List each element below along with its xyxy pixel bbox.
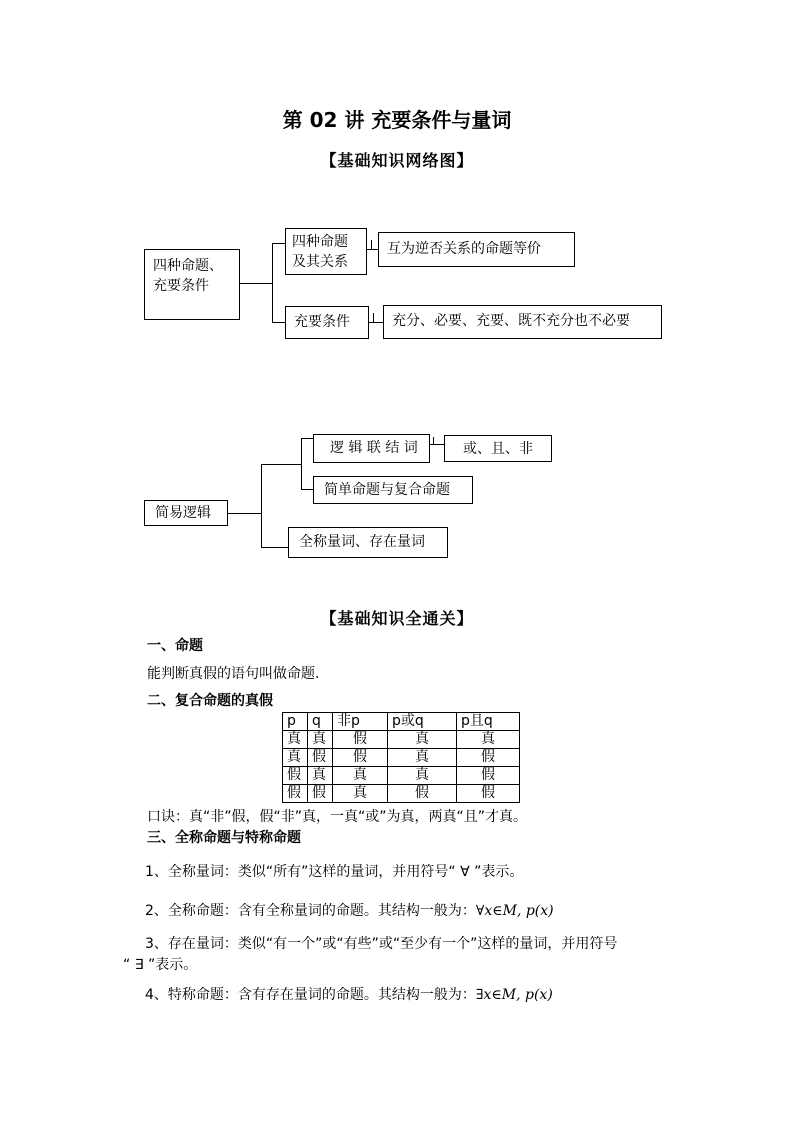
connector xyxy=(272,243,273,323)
table-cell: 真 xyxy=(283,731,308,749)
table-cell: 假 xyxy=(308,785,333,803)
connector xyxy=(272,322,285,323)
connector xyxy=(371,240,372,250)
diagram2-node1-desc: 或、且、非 xyxy=(444,435,552,462)
table-cell: 假 xyxy=(333,749,388,767)
table-cell: 假 xyxy=(283,767,308,785)
table-cell: 真 xyxy=(308,767,333,785)
section1-body: 能判断真假的语句叫做命题. xyxy=(147,666,320,682)
page-title: 第 02 讲 充要条件与量词 xyxy=(282,108,512,132)
connector xyxy=(433,437,434,445)
section-subtitle-knowledge: 【基础知识全通关】 xyxy=(320,609,474,628)
item4-text: 4、特称命题：含有存在量词的命题。其结构一般为： xyxy=(145,987,476,1003)
table-cell: 真 xyxy=(308,731,333,749)
diagram2-node-quantifiers: 全称量词、存在量词 xyxy=(288,527,448,558)
table-cell: 真 xyxy=(457,731,520,749)
table-row xyxy=(283,731,520,749)
connector xyxy=(261,464,262,548)
connector xyxy=(261,547,288,548)
connector xyxy=(228,513,261,514)
table-cell: 真 xyxy=(388,731,457,749)
table-cell: 假 xyxy=(283,785,308,803)
diagram2-node-logical-connectives: 逻 辑 联 结 词 xyxy=(313,434,430,463)
table-cell: 真 xyxy=(333,785,388,803)
diagram1-node-four-propositions: 四种命题及其关系 xyxy=(285,228,367,275)
section3-item2 xyxy=(145,901,554,921)
section3-heading: 三、全称命题与特称命题 xyxy=(147,830,301,846)
item4-formula: ∃x∈M, p(x) xyxy=(475,987,553,1003)
section3-item3-line1: 3、存在量词：类似“有一个”或“有些”或“至少有一个”这样的量词，并用符号 xyxy=(145,936,618,952)
diagram1-node2-desc: 充分、必要、充要、既不充分也不必要 xyxy=(383,305,662,339)
item2-formula: ∀x∈M, p(x) xyxy=(475,903,554,919)
diagram1-root: 四种命题、充要条件 xyxy=(144,249,240,320)
table-header: p xyxy=(283,713,308,731)
table-cell: 假 xyxy=(308,749,333,767)
diagram2-node-simple-compound: 简单命题与复合命题 xyxy=(313,476,473,504)
table-cell: 真 xyxy=(388,767,457,785)
section1-heading: 一、命题 xyxy=(147,638,203,654)
table-header: p且q xyxy=(457,713,520,731)
table-cell: 假 xyxy=(333,731,388,749)
table-header: q xyxy=(308,713,333,731)
table-row xyxy=(283,767,520,785)
diagram2-root: 简易逻辑 xyxy=(144,500,228,526)
table-header-row xyxy=(283,713,520,731)
section2-heading: 二、复合命题的真假 xyxy=(147,693,273,709)
connector xyxy=(367,249,378,250)
connector xyxy=(301,438,302,490)
table-cell: 假 xyxy=(457,767,520,785)
item2-text: 2、全称命题：含有全称量词的命题。其结构一般为： xyxy=(145,903,476,919)
table-cell: 假 xyxy=(457,749,520,767)
section2-mnemonic: 口诀：真“非”假，假“非”真，一真“或”为真，两真“且”才真。 xyxy=(147,809,528,825)
section3-item1: 1、全称量词：类似“所有”这样的量词，并用符号“ ∀ ”表示。 xyxy=(145,864,524,880)
table-cell: 假 xyxy=(388,785,457,803)
connector xyxy=(301,489,313,490)
truth-table xyxy=(282,712,520,803)
table-row xyxy=(283,785,520,803)
table-cell: 真 xyxy=(388,749,457,767)
connector xyxy=(373,313,374,323)
connector xyxy=(272,243,285,244)
table-cell: 假 xyxy=(457,785,520,803)
section-subtitle-network: 【基础知识网络图】 xyxy=(320,151,474,170)
section3-item4 xyxy=(145,985,553,1005)
diagram1-node-sufficient-necessary: 充要条件 xyxy=(285,306,369,339)
table-cell: 真 xyxy=(283,749,308,767)
connector xyxy=(261,464,301,465)
table-row xyxy=(283,749,520,767)
connector xyxy=(301,438,313,439)
table-header: p或q xyxy=(388,713,457,731)
connector xyxy=(369,322,383,323)
table-header: 非p xyxy=(333,713,388,731)
diagram1-node1-desc: 互为逆否关系的命题等价 xyxy=(378,232,575,267)
connector xyxy=(240,283,272,284)
section3-item3-line2: “ ∃ ”表示。 xyxy=(123,957,198,973)
table-cell: 真 xyxy=(333,767,388,785)
